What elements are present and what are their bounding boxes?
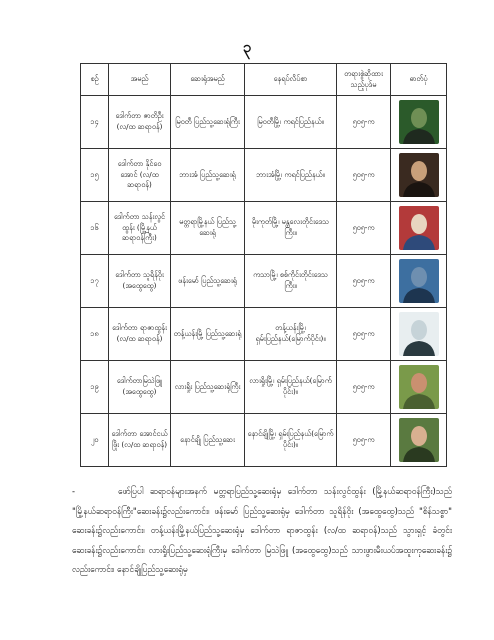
cell-no: ၁၄ — [81, 96, 109, 149]
cell-photo — [391, 202, 447, 255]
cell-address: တန့်ယန်းမြို့၊ ရှမ်းပြည်နယ်(မြောက်ပိုင်း)။ — [245, 308, 337, 361]
cell-address: လားရှိုးမြို့၊ ရှမ်းပြည်နယ်(မြောက်ပိုင်း)။ — [245, 361, 337, 414]
paragraph-text: ဖော်ပြပါ ဆရာဝန်များအနက် မတ္တရာပြည်သူ့ဆေးရုံမှ ဒေါက်တာ သန်းလွင်ထွန်း (မြို့နယ်ဆရာဝန်ကြီး)သည် "မြို့နယ်ဆရာဝန်ကြီး"ဆေးခန်း၌လည်းကောင်း၊ ဖန်းမော် ပြည်သူ့ဆေးရုံမှ ဒေါက်တာ သူရိန်ဝိုး (အထွေထွေ)သည် "စိန်သစ္စာ" ဆေးခန်း၌လည်းကောင်း၊ တန့်ယန်းမြို့နယ်ပြည်သူ့ဆေးရုံမှ ဒေါက်တာ ရာဇာထွန်း (လ/ထ ဆရာဝန်)သည် သွားရှင့် ခံတွင်း ဆေးခန်း၌လည်းကောင်း၊ လားရှိုးပြည်သူ့ဆေးရုံကြီးမှ ဒေါက်တာ မြသဲဖြူ (အထွေထွေ)သည် သားဖွားမီးယပ်အထူးကုဆေးခန်း၌ လည်းကောင်း၊ နောင်ချိုပြည်သူ့ဆေးရုံမှ — [72, 486, 452, 575]
header-section: တရားစွဲဆိုထား သည့်ပုဒ်မ — [337, 64, 391, 96]
cell-hospital: နောင်ချို ပြည်သူ့ဆေး — [171, 414, 245, 467]
cell-no: ၁၅ — [81, 149, 109, 202]
page-number: ၃ — [242, 38, 252, 56]
cell-photo — [391, 361, 447, 414]
table-row — [81, 414, 447, 467]
cell-photo — [391, 414, 447, 467]
person-photo — [399, 365, 439, 409]
cell-section: ၅၀၅-က — [337, 361, 391, 414]
cell-name: ဒေါက်တာ သူရိန်ဝိုး (အထွေထွေ) — [109, 255, 171, 308]
header-no: စဉ် — [81, 64, 109, 96]
cell-section: ၅၀၅-က — [337, 149, 391, 202]
cell-address: ဘားအံမြို့၊ ကရင်ပြည်နယ်။ — [245, 149, 337, 202]
header-photo: ဓာတ်ပုံ — [391, 64, 447, 96]
cell-photo — [391, 308, 447, 361]
cell-hospital: တန့်ယန်းမြို့ ပြည်သူ့ဆေးရုံ — [171, 308, 245, 361]
person-photo — [399, 153, 439, 197]
cell-name: ဒေါက်တာမြသဲဖြူ (အထွေထွေ) — [109, 361, 171, 414]
person-photo — [399, 312, 439, 356]
header-hospital: ဆေးရုံအမည် — [171, 64, 245, 96]
person-photo — [399, 100, 439, 144]
cell-photo — [391, 149, 447, 202]
body-paragraph — [72, 482, 452, 580]
cell-address: မိုးကုတ်မြို့၊ မန္တလေးတိုင်းဒေသကြီး။ — [245, 202, 337, 255]
person-photo — [399, 259, 439, 303]
cell-photo — [391, 96, 447, 149]
cell-no: ၂၀ — [81, 414, 109, 467]
cell-section: ၅၀၅-က — [337, 414, 391, 467]
cell-hospital: မြဝတီ ပြည်သူ့ဆေးရုံကြီး — [171, 96, 245, 149]
cell-no: ၁၈ — [81, 308, 109, 361]
cell-address: မြဝတီမြို့၊ ကရင်ပြည်နယ်။ — [245, 96, 337, 149]
table-row — [81, 202, 447, 255]
table-row — [81, 96, 447, 149]
cell-hospital: ဘားအံ ပြည်သူ့ဆေးရုံ — [171, 149, 245, 202]
person-photo — [399, 206, 439, 250]
cell-address: နောင်ချိုမြို့၊ ရှမ်းပြည်နယ်(မြောက်ပိုင်း)။ — [245, 414, 337, 467]
cell-name: ဒေါက်တာ ရာဇာထွန်း (လ/ထ ဆရာဝန်) — [109, 308, 171, 361]
cell-section: ၅၀၅-က — [337, 308, 391, 361]
cell-section: ၅၀၅-က — [337, 255, 391, 308]
table-row — [81, 361, 447, 414]
table-row — [81, 308, 447, 361]
header-name: အမည် — [109, 64, 171, 96]
cell-name: ဒေါက်တာ ဇာတိဦး (လ/ထ ဆရာဝန်) — [109, 96, 171, 149]
cell-section: ၅၀၅-က — [337, 202, 391, 255]
cell-section: ၅၀၅-က — [337, 96, 391, 149]
cell-name: ဒေါက်တာ နိုင်ဝေအောင် (လ/ထ ဆရာဝန်) — [109, 149, 171, 202]
doctors-table — [80, 63, 447, 467]
header-address: နေရပ်လိပ်စာ — [245, 64, 337, 96]
cell-address: ကသာမြို့၊ စစ်ကိုင်းတိုင်းဒေသကြီး။ — [245, 255, 337, 308]
cell-photo — [391, 255, 447, 308]
person-photo — [399, 418, 439, 462]
cell-no: ၁၇ — [81, 255, 109, 308]
table-row — [81, 255, 447, 308]
table-header-row — [81, 64, 447, 96]
cell-hospital: မတ္တရာမြို့နယ် ပြည်သူ့ဆေးရုံ — [171, 202, 245, 255]
cell-no: ၁၉ — [81, 361, 109, 414]
paragraph-dash: - — [72, 486, 76, 496]
cell-no: ၁၆ — [81, 202, 109, 255]
cell-name: ဒေါက်တာ သန်းလွင်ထွန်း (မြို့နယ် ဆရာဝန်ကြီး) — [109, 202, 171, 255]
cell-hospital: လားရှိုး ပြည်သူ့ဆေးရုံကြီး — [171, 361, 245, 414]
table-row — [81, 149, 447, 202]
cell-name: ဒေါက်တာ အောင်ငယ်ဖြိုး (လ/ထ ဆရာဝန်) — [109, 414, 171, 467]
cell-hospital: ဖန်းမော် ပြည်သူ့ဆေးရုံ — [171, 255, 245, 308]
